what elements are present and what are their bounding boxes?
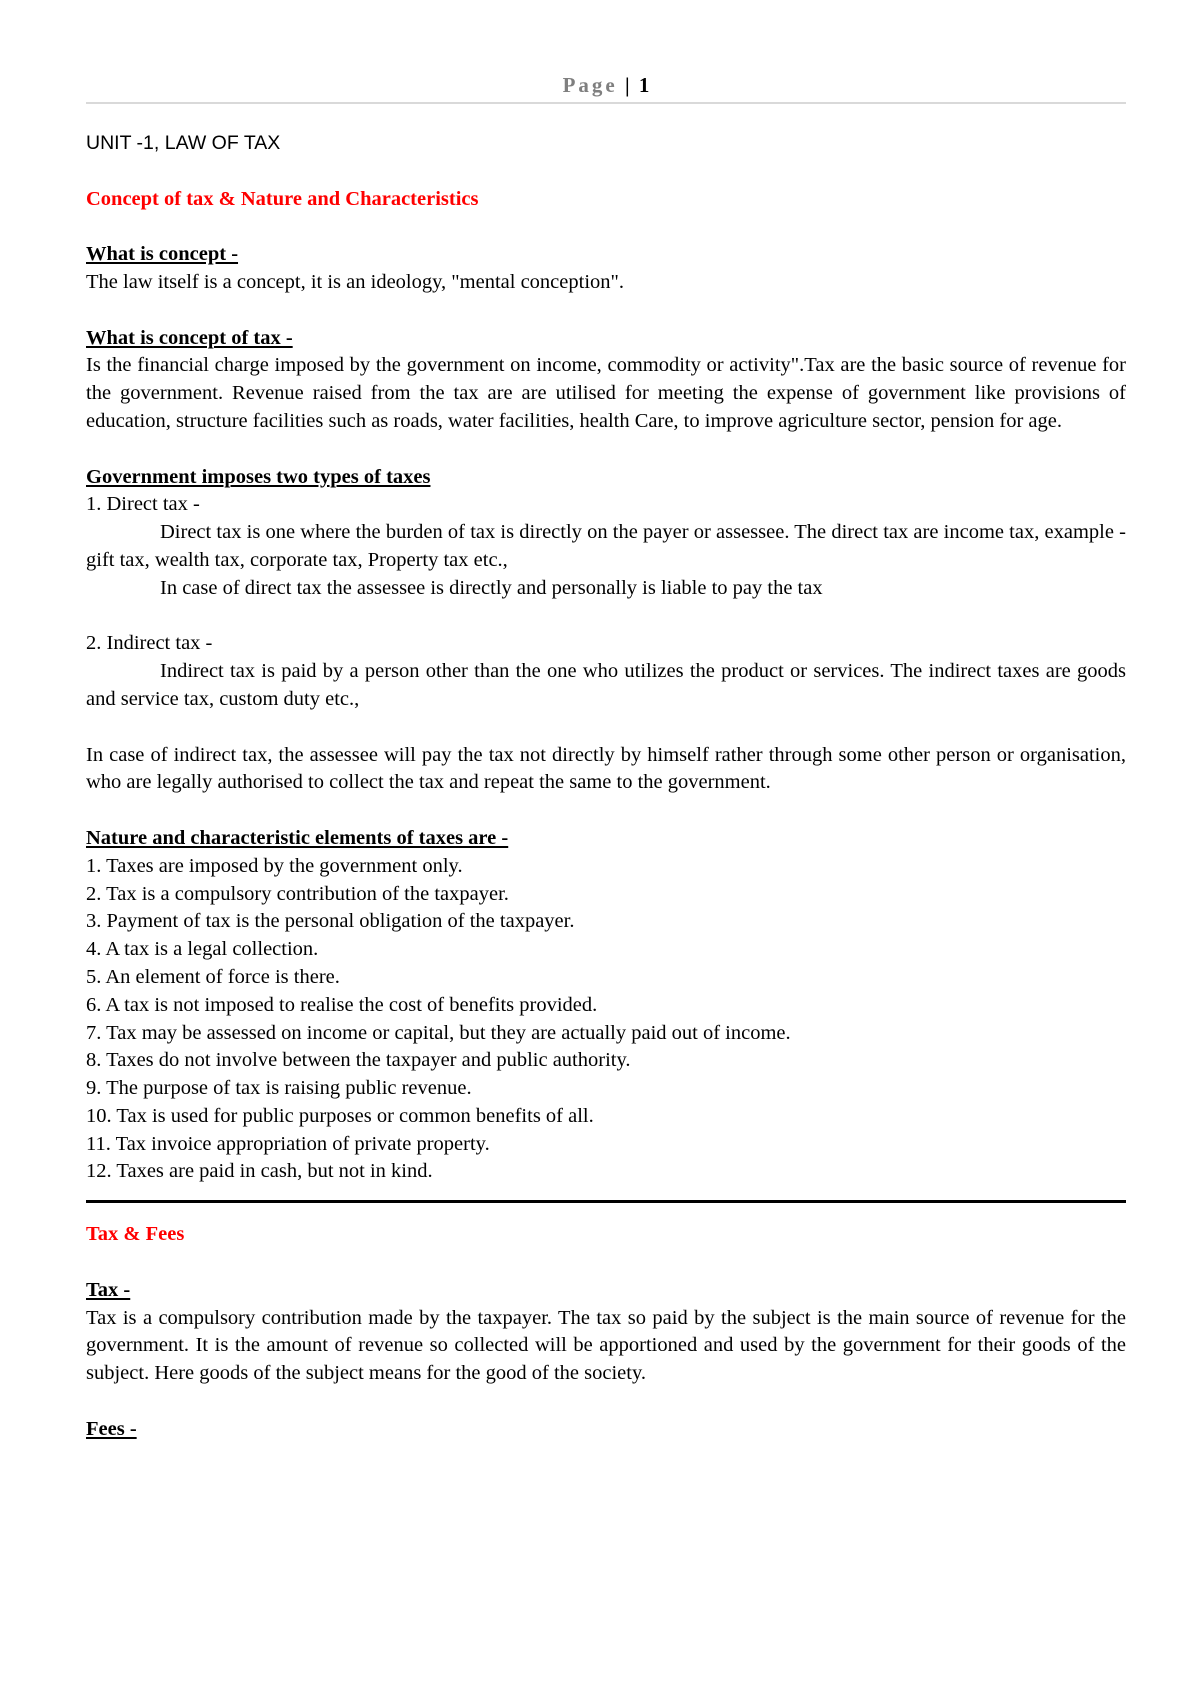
paragraph-indirect-tax: Indirect tax is paid by a person other than the one who utilizes the product or services. The indirect taxes are goods and service tax, custom duty etc., [86,660,1126,710]
heading-nature-elements: Nature and characteristic elements of taxes are - [86,826,509,849]
label-indirect-tax: 2. Indirect tax - [86,632,213,655]
list-item: 7. Tax may be assessed on income or capital, but they are actually paid out of income. [86,1021,791,1044]
list-item: 11. Tax invoice appropriation of private property. [86,1132,490,1155]
list-item: 5. An element of force is there. [86,965,340,988]
list-item: 10. Tax is used for public purposes or common benefits of all. [86,1104,594,1127]
list-item: 3. Payment of tax is the personal obligation of the taxpayer. [86,910,575,933]
list-item: 1. Taxes are imposed by the government only. [86,854,463,877]
paragraph-direct-tax-liability: In case of direct tax the assessee is directly and personally is liable to pay the tax [160,576,823,599]
list-item: 9. The purpose of tax is raising public revenue. [86,1077,472,1100]
page-number: 1 [638,73,650,97]
heading-tax: Tax - [86,1278,131,1301]
paragraph-indirect-tax-collection: In case of indirect tax, the assessee will pay the tax not directly by himself rather through some other person or organisation, who are legally authorised to collect the tax and repeat the same to the government. [86,743,1126,794]
document-body [86,130,1126,1444]
list-item: 6. A tax is not imposed to realise the cost of benefits provided. [86,993,598,1016]
unit-title: UNIT -1, LAW OF TAX [86,132,281,154]
paragraph-concept-of-tax: Is the financial charge imposed by the government on income, commodity or activity".Tax are the basic source of revenue for the government. Revenue raised from the tax are are utilised for meeting the expense of government like provisions of education, structure facilities such as roads, water facilities, health Care, to improve agriculture sector, pension for age. [86,354,1126,432]
page-header-label: Page [562,73,618,97]
page-header [86,72,1126,98]
header-divider [86,102,1126,104]
nature-list [86,853,1126,1187]
list-item: 2. Tax is a compulsory contribution of the taxpayer. [86,882,509,905]
list-item: 4. A tax is a legal collection. [86,938,319,961]
heading-what-is-concept: What is concept - [86,243,239,266]
section-title-tax-fees: Tax & Fees [86,1223,185,1246]
heading-fees: Fees - [86,1417,137,1440]
paragraph-concept: The law itself is a concept, it is an ideology, "mental conception". [86,270,625,293]
paragraph-direct-tax: Direct tax is one where the burden of tax is directly on the payer or assessee. The direct tax are income tax, example - gift tax, wealth tax, corporate tax, Property tax etc., [86,521,1126,571]
label-direct-tax: 1. Direct tax - [86,493,200,516]
section-divider [86,1200,1126,1203]
list-item: 8. Taxes do not involve between the taxpayer and public authority. [86,1049,631,1072]
section-title-concept: Concept of tax & Nature and Characteristics [86,187,479,210]
page-header-separator: | [625,73,630,97]
paragraph-tax: Tax is a compulsory contribution made by the taxpayer. The tax so paid by the subject is the main source of revenue for the government. It is the amount of revenue so collected will be apportioned and used by the government for their goods of the subject. Here goods of the subject means for the good of the society. [86,1306,1126,1385]
heading-concept-of-tax: What is concept of tax - [86,326,293,349]
heading-types-of-taxes: Government imposes two types of taxes [86,465,431,488]
list-item: 12. Taxes are paid in cash, but not in kind. [86,1160,433,1183]
